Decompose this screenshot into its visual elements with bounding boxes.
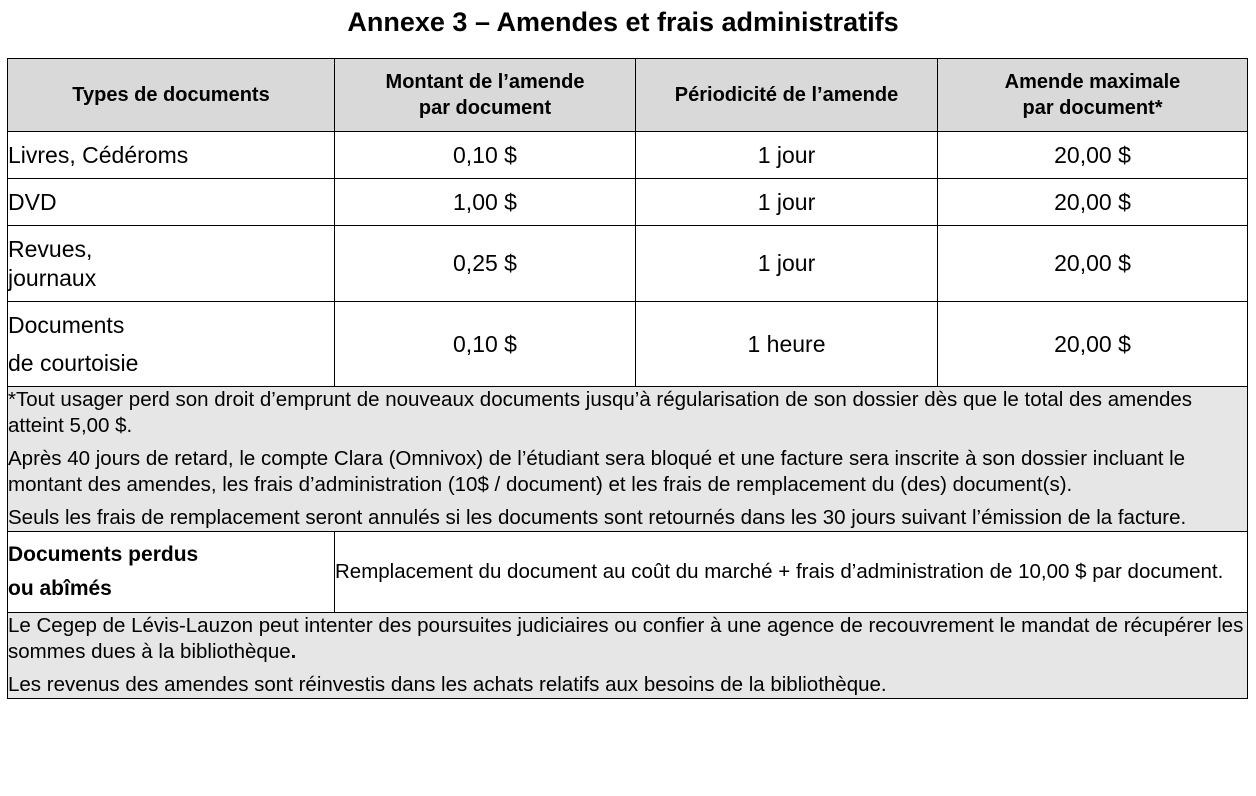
max-fine-cell: 20,00 $ [938,132,1248,179]
header-max-fine-line-2: par document* [1022,97,1163,119]
table-row [8,302,1248,387]
footer-paragraph-text: Le Cegep de Lévis-Lauzon peut intenter des poursuites judiciaires ou confier à une agence de recouvrement le mandat de récupérer les sommes dues à la bibliothèque [8,614,1244,663]
header-document-types: Types de documents [8,59,335,132]
header-max-fine [938,59,1248,132]
document-type-cell [8,179,335,226]
document-type-cell [8,132,335,179]
periodicity-cell: 1 jour [636,226,938,302]
page-title: Annexe 3 – Amendes et frais administratifs [347,7,899,37]
periodicity-cell: 1 heure [636,302,938,387]
max-fine-cell: 20,00 $ [938,302,1248,387]
note-paragraph: Seuls les frais de remplacement seront annulés si les documents sont retournés dans les 30 jours suivant l’émission de la facture. [8,506,1187,529]
document-type-cell [8,226,335,302]
document-type-line: journaux [8,264,97,291]
max-fine-cell: 20,00 $ [938,226,1248,302]
footer-cell [8,613,1248,699]
periodicity-cell: 1 jour [636,179,938,226]
footer-row [8,613,1248,699]
header-fine-periodicity: Périodicité de l’amende [636,59,938,132]
footer-paragraph-end: . [290,640,297,663]
document-type-line: DVD [8,188,57,215]
lost-documents-row [8,532,1248,613]
lost-documents-label-line: Documents perdus [8,543,199,566]
header-fine-amount [335,59,636,132]
document-type-cell [8,302,335,387]
fine-amount-cell: 1,00 $ [335,179,636,226]
notes-cell [8,387,1248,532]
footer-paragraph: Les revenus des amendes sont réinvestis dans les achats relatifs aux besoins de la bibliothèque. [8,673,887,696]
lost-documents-label [8,532,335,613]
fine-amount-cell: 0,25 $ [335,226,636,302]
header-fine-amount-line-1: Montant de l’amende [385,71,585,93]
table-row [8,179,1248,226]
document-type-line: Livres, Cédéroms [8,141,189,168]
fines-table [7,58,1248,699]
header-fine-amount-line-2: par document [418,97,552,119]
lost-documents-text: Remplacement du document au coût du marché + frais d’administration de 10,00 $ par document. [335,532,1248,613]
fine-amount-cell: 0,10 $ [335,132,636,179]
fine-amount-cell: 0,10 $ [335,302,636,387]
note-paragraph: Après 40 jours de retard, le compte Clara (Omnivox) de l’étudiant sera bloqué et une facture sera inscrite à son dossier incluant le montant des amendes, les frais d’administration (10$ / document) et les frais de remplacement du (des) document(s). [8,447,1186,496]
max-fine-cell: 20,00 $ [938,179,1248,226]
notes-row [8,387,1248,532]
footer-paragraph [8,613,1247,665]
document-type-line: de courtoisie [8,350,139,376]
table-header-row [8,59,1248,132]
header-max-fine-line-1: Amende maximale [1004,71,1181,93]
document-type-line: Revues, [8,235,93,262]
table-row [8,132,1248,179]
table-row [8,226,1248,302]
lost-documents-label-line: ou abîmés [8,577,112,600]
note-paragraph: *Tout usager perd son droit d’emprunt de nouveaux documents jusqu’à régularisation de son dossier dès que le total des amendes atteint 5,00 $. [8,388,1193,437]
periodicity-cell: 1 jour [636,132,938,179]
document-type-line: Documents [8,312,125,338]
